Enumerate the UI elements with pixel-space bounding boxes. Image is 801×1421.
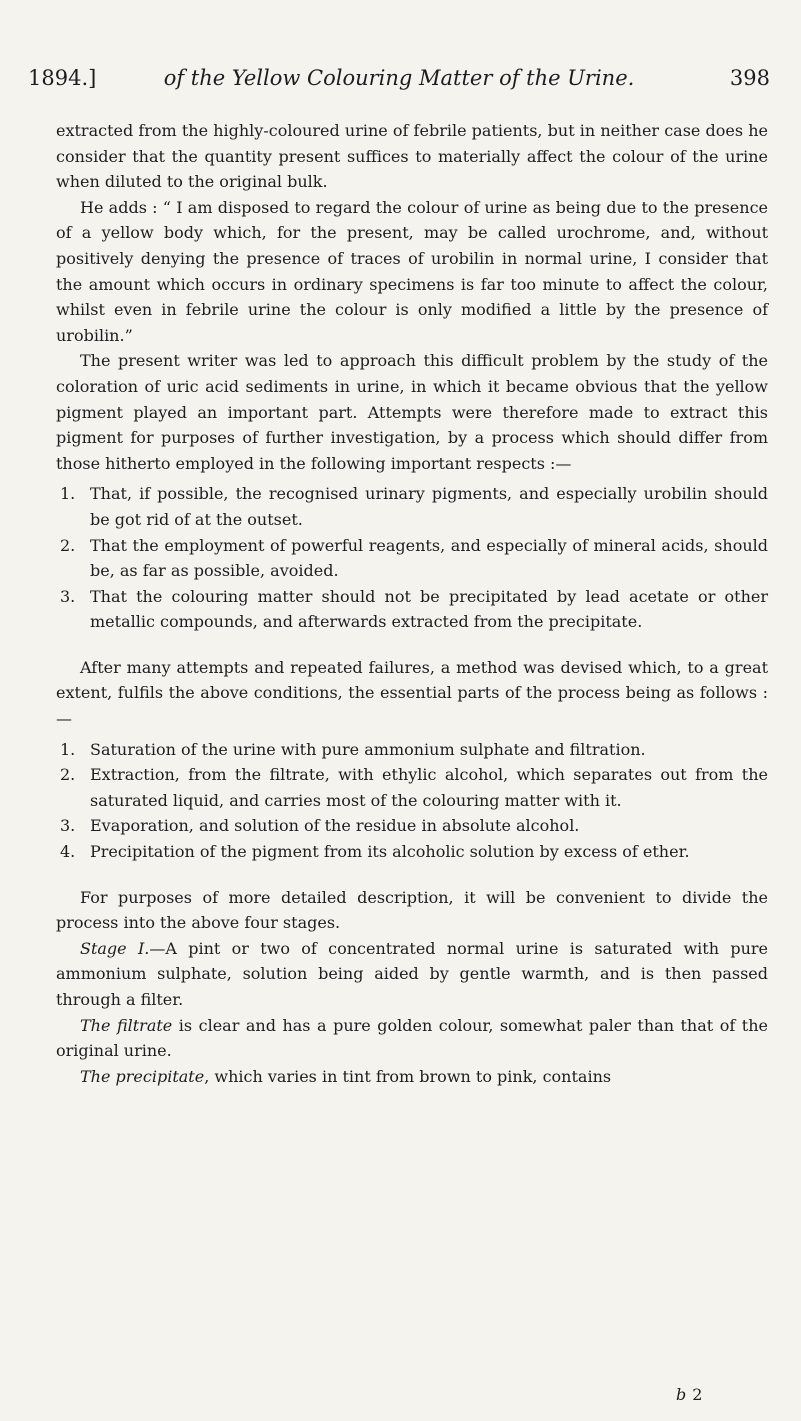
list-text: That, if possible, the recognised urinary pigments, and especially urobilin should be got rid of at the outset. [90, 484, 768, 529]
list-number: 2. [60, 535, 76, 555]
paragraph [56, 936, 768, 1013]
signature-letter: b [676, 1385, 693, 1404]
list-number: 3. [60, 816, 76, 836]
list-item [56, 762, 768, 813]
conditions-list [56, 481, 768, 635]
list-item [56, 839, 768, 865]
italic-label: The filtrate [80, 1015, 173, 1035]
paragraph-text: is clear and has a pure golden colour, somewhat paler than that of the original urine. [56, 1015, 768, 1061]
list-item [56, 584, 768, 635]
list-item [56, 481, 768, 532]
list-text: Extraction, from the filtrate, with ethylic alcohol, which separates out from the saturated liquid, and carries most of the colouring matter with it. [90, 765, 768, 810]
steps-list [56, 737, 768, 865]
paragraph: The present writer was led to approach this difficult problem by the study of the coloration of uric acid sediments in urine, in which it became obvious that the yellow pigment played an important part. Attempts were therefore made to extract this pigment for purposes of further investigation, by a process which should differ from those hitherto employed in the following important respects :— [56, 351, 768, 473]
paragraph [56, 1064, 768, 1090]
page-header [28, 66, 770, 100]
signature-number: 2 [692, 1385, 709, 1404]
list-number: 2. [60, 765, 76, 785]
paragraph: For purposes of more detailed description, it will be convenient to divide the process into the above four stages. [56, 887, 768, 933]
paragraph-text: —A pint or two of concentrated normal urine is saturated with pure ammonium sulphate, solution being aided by gentle warmth, and is then passed through a filter. [56, 938, 768, 1009]
list-number: 1. [60, 739, 76, 759]
list-text: Precipitation of the pigment from its alcoholic solution by excess of ether. [90, 842, 690, 862]
paragraph-text: , which varies in tint from brown to pink, contains [204, 1066, 612, 1086]
list-text: Saturation of the urine with pure ammonium sulphate and filtration. [90, 739, 646, 759]
list-text: That the employment of powerful reagents, and especially of mineral acids, should be, as far as possible, avoided. [90, 535, 768, 581]
list-item [56, 737, 768, 763]
list-number: 1. [60, 484, 76, 504]
page-number: 398 [729, 66, 770, 90]
list-text: That the colouring matter should not be precipitated by lead acetate or other metallic compounds, and afterwards extracted from the precipitate. [90, 586, 768, 632]
paragraph: He adds : “ I am disposed to regard the colour of urine as being due to the presence of a yellow body which, for the present, may be called urochrome, and, without positively denying the presence of traces of urobilin in normal urine, I consider that the amount which occurs in ordinary specimens is far too minute to affect the colour, whilst even in febrile urine the colour is only modified a little by the presence of urobilin.” [56, 197, 768, 345]
italic-label: The precipitate [80, 1066, 205, 1086]
italic-label: Stage I. [80, 938, 150, 958]
signature-mark [676, 1385, 708, 1404]
paragraph: After many attempts and repeated failures, a method was devised which, to a great extent, fulfils the above conditions, the essential parts of the process being as follows :— [56, 657, 768, 729]
paragraph: extracted from the highly-coloured urine of febrile patients, but in neither case does he consider that the quantity present suffices to materially affect the colour of the urine when diluted to the original bulk. [56, 121, 768, 192]
paragraph [56, 1013, 768, 1064]
list-number: 3. [60, 586, 76, 606]
list-item [56, 533, 768, 584]
list-text: Evaporation, and solution of the residue in absolute alcohol. [90, 816, 580, 836]
list-item [56, 813, 768, 839]
volume-year: 1894.] [28, 66, 97, 90]
list-number: 4. [60, 842, 76, 862]
running-title: of the Yellow Colouring Matter of the Urine. [163, 66, 635, 90]
body-text [56, 118, 768, 1089]
